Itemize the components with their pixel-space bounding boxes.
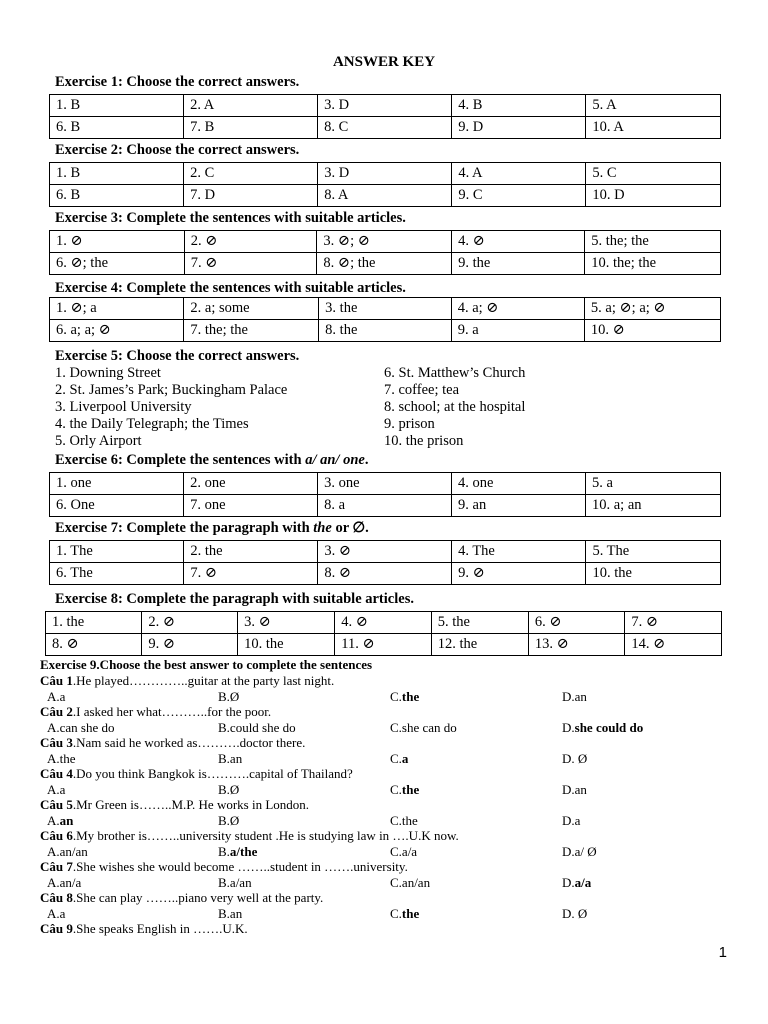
answer-cell: 6. ⊘ (528, 612, 625, 634)
exercise-6-table (49, 472, 721, 517)
exercise-6-heading (55, 452, 368, 469)
list-item: 1. Downing Street (55, 365, 161, 381)
answer-cell: 12. the (431, 634, 528, 656)
exercise-2-table (49, 162, 721, 207)
answer-option (218, 844, 257, 860)
answer-cell: 1. ⊘ (50, 231, 185, 253)
answer-options (40, 813, 740, 829)
answer-option (390, 689, 419, 705)
answer-cell: 5. the; the (585, 231, 721, 253)
option-prefix: A.an/an (47, 843, 88, 859)
option-prefix: B. (218, 843, 230, 859)
list-item: 4. the Daily Telegraph; the Times (55, 416, 249, 432)
answer-option (47, 875, 81, 891)
question-label: Câu 1 (40, 673, 73, 688)
answer-cell: 10. a; an (585, 495, 720, 517)
answer-cell: 9. C (452, 185, 586, 207)
answer-cell: 3. ⊘ (238, 612, 335, 634)
option-prefix: C.she can do (390, 719, 457, 735)
list-item: 2. St. James’s Park; Buckingham Palace (55, 382, 288, 398)
exercise-4-table (49, 297, 721, 342)
option-prefix: C.the (390, 812, 418, 828)
answer-cell: 9. an (452, 495, 586, 517)
answer-option (390, 720, 457, 736)
exercise-5-left-column (55, 365, 287, 450)
answer-cell: 10. the (238, 634, 335, 656)
question-text: .Mr Green is……..M.P. He works in London. (72, 797, 310, 812)
answer-cell: 1. the (46, 612, 142, 634)
option-prefix: A.can she do (47, 719, 115, 735)
answer-cell: 9. ⊘ (452, 563, 586, 585)
table-row (50, 185, 721, 207)
answer-options (40, 720, 740, 736)
exercise-7-table (49, 540, 721, 585)
answer-cell: 9. a (451, 320, 584, 342)
exercise-3-table (49, 230, 721, 275)
answer-cell: 10. D (586, 185, 721, 207)
answer-option (390, 751, 408, 767)
question-label: Câu 5 (40, 797, 73, 812)
option-prefix: C. (390, 750, 402, 766)
answer-cell: 6. B (50, 185, 184, 207)
answer-option (562, 813, 580, 829)
answer-cell: 6. B (50, 117, 184, 139)
answer-cell: 4. The (452, 541, 586, 563)
answer-cell: 3. one (318, 473, 452, 495)
answer-cell: 5. a (585, 473, 720, 495)
option-prefix: D. Ø (562, 905, 588, 921)
exercise-1-heading: Exercise 1: Choose the correct answers. (55, 74, 300, 90)
question-label: Câu 3 (40, 735, 73, 750)
table-row (50, 541, 721, 563)
answer-cell: 6. a; a; ⊘ (50, 320, 184, 342)
option-prefix: B.Ø (218, 688, 240, 704)
table-row (50, 495, 721, 517)
exercise-8-table (45, 611, 722, 656)
exercise-7-heading (55, 520, 369, 537)
answer-cell: 7. one (184, 495, 318, 517)
table-row (50, 320, 721, 342)
answer-cell: 2. the (184, 541, 318, 563)
question-text: .She wishes she would become ……..student in …….university. (72, 859, 408, 874)
answer-option (562, 875, 591, 891)
answer-option (47, 689, 65, 705)
list-item: 6. St. Matthew’s Church (384, 365, 526, 381)
correct-answer: a/the (229, 843, 258, 859)
list-item: 9. prison (384, 416, 435, 432)
correct-answer: she could do (574, 719, 644, 735)
empty-set-symbol: ∅ (352, 520, 366, 536)
option-prefix: B.Ø (218, 812, 240, 828)
option-prefix: D. Ø (562, 750, 588, 766)
heading-text: . (364, 452, 369, 468)
option-prefix: D.an (562, 781, 587, 797)
answer-cell: 4. ⊘ (335, 612, 431, 634)
answer-cell: 5. A (586, 95, 721, 117)
answer-option (562, 720, 643, 736)
list-item: 3. Liverpool University (55, 399, 192, 415)
answer-cell: 3. D (318, 95, 452, 117)
option-prefix: B.an (218, 750, 243, 766)
question-line (40, 921, 740, 937)
answer-option (218, 906, 242, 922)
answer-option (47, 751, 76, 767)
answer-cell: 4. ⊘ (452, 231, 585, 253)
answer-cell: 1. one (50, 473, 184, 495)
answer-cell: 7. ⊘ (625, 612, 722, 634)
answer-cell: 6. ⊘; the (50, 253, 185, 275)
answer-cell: 1. B (50, 163, 184, 185)
correct-answer: a (401, 750, 409, 766)
answer-option (47, 720, 115, 736)
answer-cell: 2. C (184, 163, 318, 185)
exercise-9-heading: Exercise 9.Choose the best answer to complete the sentences (40, 657, 373, 672)
question-label: Câu 6 (40, 828, 73, 843)
exercise-9 (40, 657, 740, 937)
answer-cell: 8. ⊘; the (317, 253, 452, 275)
answer-cell: 1. ⊘; a (50, 298, 184, 320)
answer-cell: 3. D (318, 163, 452, 185)
table-row (50, 563, 721, 585)
option-prefix: C.a/a (390, 843, 418, 859)
page-number: 1 (718, 944, 727, 961)
answer-cell: 10. the (586, 563, 721, 585)
question-label: Câu 8 (40, 890, 73, 905)
answer-cell: 8. ⊘ (318, 563, 452, 585)
correct-answer: the (401, 688, 420, 704)
answer-cell: 13. ⊘ (528, 634, 625, 656)
answer-cell: 5. a; ⊘; a; ⊘ (584, 298, 720, 320)
option-prefix: B.Ø (218, 781, 240, 797)
question-text: .Do you think Bangkok is……….capital of Thailand? (72, 766, 353, 781)
question-text: .She speaks English in …….U.K. (72, 921, 248, 936)
option-prefix: B.an (218, 905, 243, 921)
option-prefix: A.the (47, 750, 76, 766)
option-prefix: D. (562, 874, 575, 890)
answer-option (390, 875, 430, 891)
answer-cell: 1. B (50, 95, 184, 117)
question-line (40, 766, 740, 782)
answer-cell: 9. D (452, 117, 586, 139)
answer-cell: 3. ⊘; ⊘ (317, 231, 452, 253)
answer-option (562, 906, 587, 922)
question-label: Câu 7 (40, 859, 73, 874)
answer-options (40, 875, 740, 891)
answer-cell: 10. A (586, 117, 721, 139)
answer-options (40, 844, 740, 860)
answer-option (218, 720, 296, 736)
exercise-9-questions (40, 673, 740, 937)
correct-answer: the (401, 781, 420, 797)
exercise-2-heading: Exercise 2: Choose the correct answers. (55, 142, 300, 158)
answer-cell: 1. The (50, 541, 184, 563)
heading-text: Exercise 6: Complete the sentences with (55, 452, 306, 468)
table-row (50, 298, 721, 320)
answer-cell: 5. the (431, 612, 528, 634)
list-item: 7. coffee; tea (384, 382, 460, 398)
option-prefix: D.a (562, 812, 581, 828)
option-prefix: A.an/a (47, 874, 82, 890)
answer-cell: 14. ⊘ (625, 634, 722, 656)
heading-emphasis: the (313, 520, 332, 536)
answer-cell: 10. ⊘ (584, 320, 720, 342)
question-text: .I asked her what………..for the poor. (72, 704, 272, 719)
answer-cell: 2. ⊘ (184, 231, 317, 253)
option-prefix: A.a (47, 781, 66, 797)
answer-option (562, 751, 587, 767)
question-text: .He played…………..guitar at the party last night. (72, 673, 335, 688)
answer-cell: 5. C (586, 163, 721, 185)
option-prefix: C. (390, 688, 402, 704)
exercise-5-right-column (384, 365, 525, 450)
option-prefix: B.a/an (218, 874, 252, 890)
answer-option (562, 689, 587, 705)
question-text: .My brother is……..university student .He is studying law in ….U.K now. (72, 828, 459, 843)
table-row (50, 117, 721, 139)
question-line (40, 859, 740, 875)
answer-option (562, 844, 597, 860)
answer-cell: 9. the (452, 253, 585, 275)
answer-option (47, 813, 73, 829)
question-label: Câu 2 (40, 704, 73, 719)
answer-cell: 8. the (319, 320, 452, 342)
answer-cell: 8. C (318, 117, 452, 139)
option-prefix: D. (562, 719, 575, 735)
answer-cell: 2. A (184, 95, 318, 117)
answer-option (47, 782, 65, 798)
question-label: Câu 9 (40, 921, 73, 936)
answer-cell: 6. The (50, 563, 184, 585)
heading-text: . (365, 520, 369, 536)
table-row (50, 95, 721, 117)
answer-cell: 4. one (452, 473, 586, 495)
question-text: .She can play ……..piano very well at the party. (72, 890, 324, 905)
answer-cell: 7. ⊘ (184, 253, 317, 275)
question-line (40, 673, 740, 689)
question-line (40, 735, 740, 751)
answer-cell: 4. B (452, 95, 586, 117)
answer-cell: 7. D (184, 185, 318, 207)
option-prefix: A.a (47, 905, 66, 921)
list-item: 8. school; at the hospital (384, 399, 526, 415)
answer-option (390, 813, 418, 829)
answer-cell: 9. ⊘ (142, 634, 238, 656)
table-row (50, 473, 721, 495)
answer-cell: 3. ⊘ (318, 541, 452, 563)
answer-option (390, 782, 419, 798)
exercise-3-heading: Exercise 3: Complete the sentences with suitable articles. (55, 210, 406, 226)
question-label: Câu 4 (40, 766, 73, 781)
answer-cell: 2. a; some (184, 298, 319, 320)
answer-cell: 10. the; the (585, 253, 721, 275)
question-line (40, 704, 740, 720)
table-row (50, 253, 721, 275)
heading-text: or (331, 520, 353, 536)
option-prefix: A.a (47, 688, 66, 704)
answer-cell: 2. ⊘ (142, 612, 238, 634)
table-row (50, 163, 721, 185)
answer-options (40, 689, 740, 705)
answer-option (218, 813, 239, 829)
answer-cell: 8. A (318, 185, 452, 207)
list-item: 5. Orly Airport (55, 433, 142, 449)
option-prefix: B.could she do (218, 719, 296, 735)
exercise-5-heading: Exercise 5: Choose the correct answers. (55, 348, 300, 364)
answer-option (47, 906, 65, 922)
answer-cell: 3. the (319, 298, 452, 320)
page-title: ANSWER KEY (332, 54, 436, 70)
question-line (40, 890, 740, 906)
answer-option (218, 689, 239, 705)
answer-cell: 2. one (184, 473, 318, 495)
heading-text: Exercise 7: Complete the paragraph with (55, 520, 314, 536)
answer-option (218, 782, 239, 798)
answer-cell: 6. One (50, 495, 184, 517)
exercise-4-heading: Exercise 4: Complete the sentences with suitable articles. (55, 280, 406, 296)
answer-options (40, 782, 740, 798)
answer-cell: 8. a (318, 495, 452, 517)
answer-cell: 4. A (452, 163, 586, 185)
list-item: 10. the prison (384, 433, 464, 449)
answer-cell: 7. B (184, 117, 318, 139)
question-line (40, 797, 740, 813)
correct-answer: a/a (574, 874, 592, 890)
correct-answer: an (59, 812, 74, 828)
answer-options (40, 906, 740, 922)
option-prefix: D.an (562, 688, 587, 704)
correct-answer: the (401, 905, 420, 921)
option-prefix: C. (390, 905, 402, 921)
answer-option (390, 906, 419, 922)
answer-option (390, 844, 417, 860)
option-prefix: A. (47, 812, 60, 828)
answer-option (47, 844, 88, 860)
question-line (40, 828, 740, 844)
heading-emphasis: a/ an/ one (305, 452, 365, 468)
answer-option (562, 782, 587, 798)
answer-cell: 7. the; the (184, 320, 319, 342)
option-prefix: C. (390, 781, 402, 797)
answer-cell: 5. The (586, 541, 721, 563)
option-prefix: C.an/an (390, 874, 431, 890)
exercise-8-heading: Exercise 8: Complete the paragraph with suitable articles. (55, 591, 414, 607)
answer-option (218, 875, 252, 891)
answer-option (218, 751, 242, 767)
answer-options (40, 751, 740, 767)
table-row (46, 612, 722, 634)
answer-cell: 8. ⊘ (46, 634, 142, 656)
question-text: .Nam said he worked as……….doctor there. (72, 735, 306, 750)
answer-cell: 11. ⊘ (335, 634, 431, 656)
option-prefix: D.a/ Ø (562, 843, 597, 859)
answer-cell: 7. ⊘ (184, 563, 318, 585)
table-row (50, 231, 721, 253)
exercise-1-table (49, 94, 721, 139)
table-row (46, 634, 722, 656)
answer-cell: 4. a; ⊘ (451, 298, 584, 320)
